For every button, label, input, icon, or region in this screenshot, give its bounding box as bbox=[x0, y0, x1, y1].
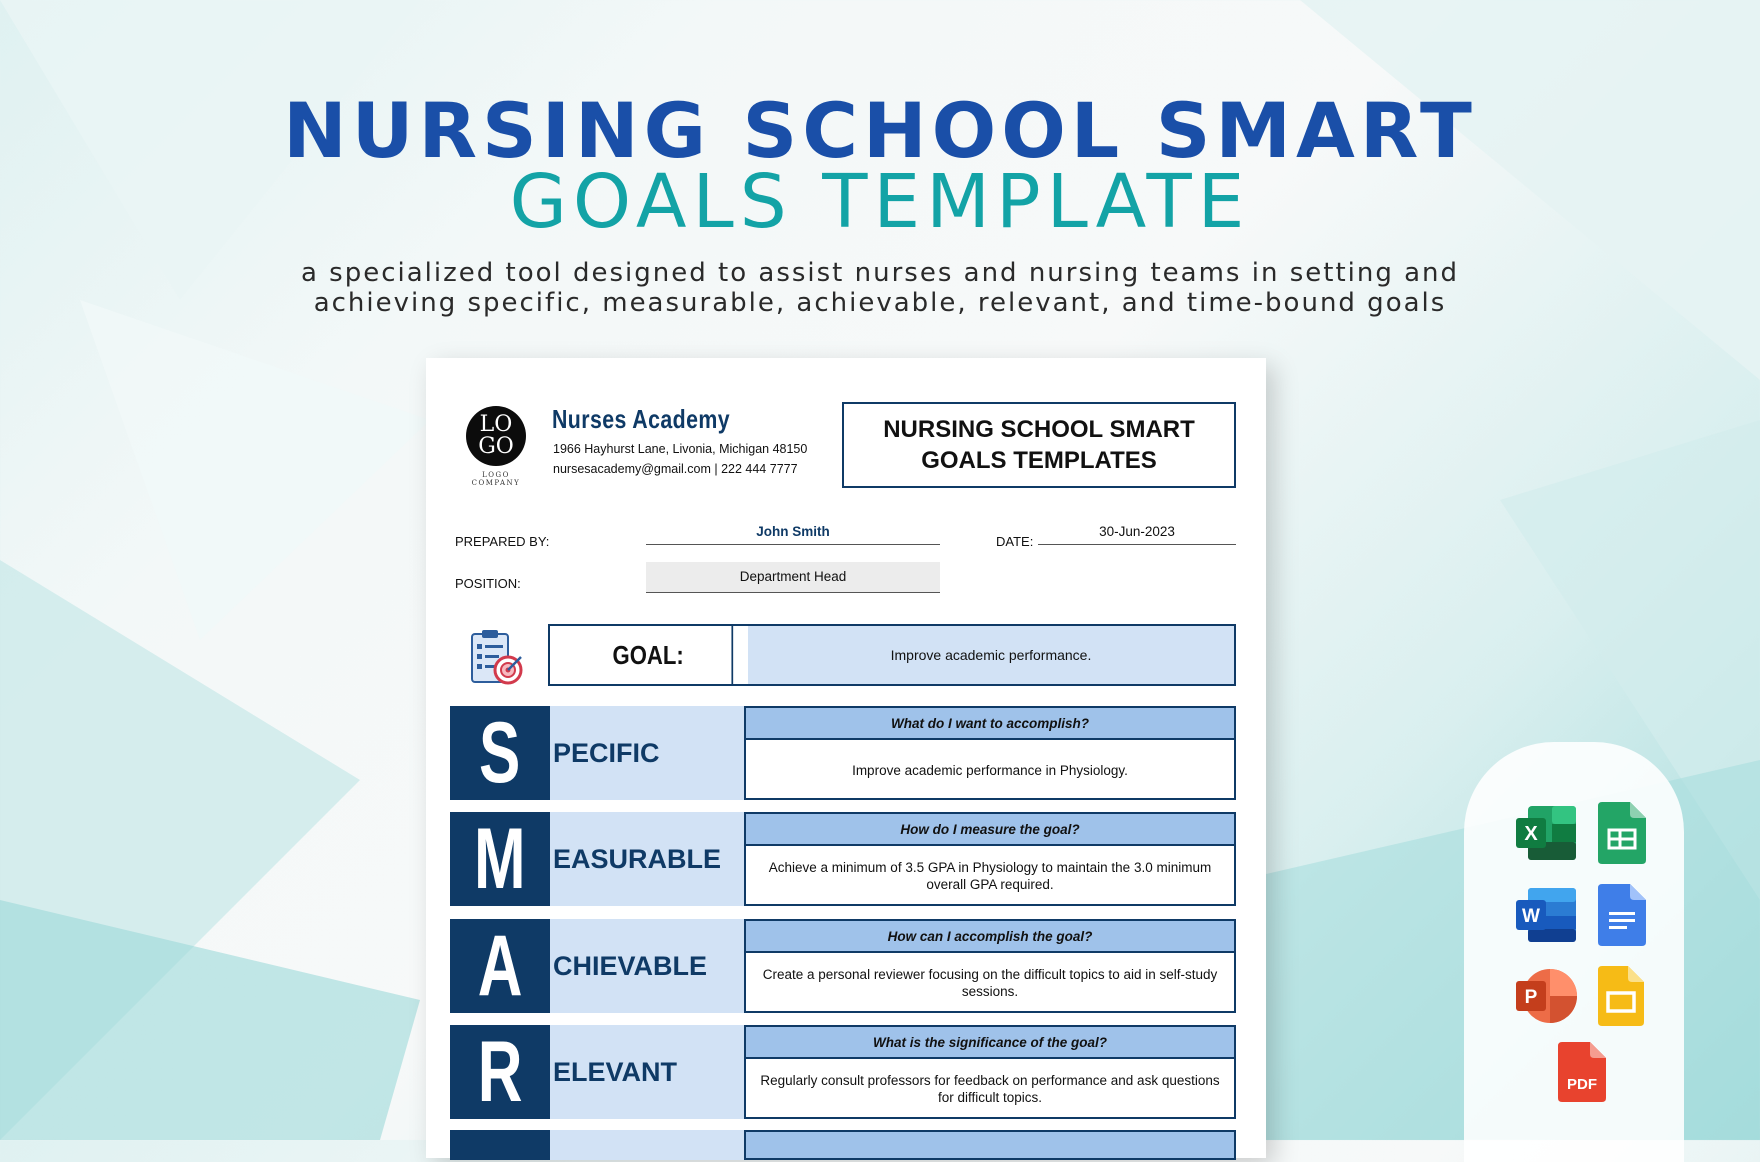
page-subtitle bbox=[0, 258, 1760, 318]
prepared-by-value: John Smith bbox=[646, 524, 940, 545]
logo bbox=[466, 406, 526, 466]
goal-value: Improve academic performance. bbox=[748, 626, 1234, 684]
prepared-by-label: PREPARED BY: bbox=[455, 534, 550, 549]
smart-letter-text: R bbox=[477, 1023, 523, 1120]
smart-letter bbox=[450, 812, 552, 906]
smart-qa bbox=[746, 812, 1236, 906]
smart-qa bbox=[746, 919, 1236, 1013]
smart-row-achievable bbox=[450, 919, 1236, 1013]
smart-letter bbox=[450, 1025, 552, 1119]
organization-address: 1966 Hayhurst Lane, Livonia, Michigan 48150 bbox=[553, 442, 808, 456]
logo-text: GO bbox=[478, 434, 514, 459]
smart-qa bbox=[746, 1025, 1236, 1119]
document-title: GOALS TEMPLATES bbox=[921, 447, 1157, 474]
smart-answer: Regularly consult professors for feedback on performance and ask questions for difficult topics. bbox=[760, 1073, 1220, 1105]
position-label: POSITION: bbox=[455, 576, 521, 591]
smart-row-relevant bbox=[450, 1025, 1236, 1119]
smart-word: CHIEVABLE bbox=[550, 919, 746, 1013]
organization-contact: nursesacademy@gmail.com | 222 444 7777 bbox=[553, 462, 798, 476]
smart-answer: Achieve a minimum of 3.5 GPA in Physiology to maintain the 3.0 minimum overall GPA required. bbox=[768, 860, 1212, 892]
google-slides-icon[interactable] bbox=[1598, 966, 1644, 1026]
page-title: NURSING SCHOOL SMART bbox=[283, 86, 1477, 175]
template-preview-sheet bbox=[426, 358, 1266, 1158]
document-title-box bbox=[842, 402, 1236, 488]
logo-text: LO bbox=[479, 412, 513, 437]
smart-word: EASURABLE bbox=[550, 812, 746, 906]
smart-qa bbox=[746, 1130, 1236, 1160]
smart-question: How do I measure the goal? bbox=[746, 814, 1234, 846]
subtitle-line: a specialized tool designed to assist nurses and nursing teams in setting and bbox=[300, 258, 1460, 288]
smart-answer: Create a personal reviewer focusing on the difficult topics to aid in self-study sessions. bbox=[762, 967, 1218, 999]
smart-row-specific bbox=[450, 706, 1236, 800]
smart-word: ELEVANT bbox=[550, 1025, 746, 1119]
smart-question: How can I accomplish the goal? bbox=[746, 921, 1234, 953]
smart-answer: Improve academic performance in Physiology. bbox=[852, 762, 1128, 778]
excel-icon-letter: X bbox=[1524, 823, 1538, 845]
powerpoint-icon-letter: P bbox=[1524, 987, 1538, 1008]
goal-label: GOAL: bbox=[565, 626, 733, 684]
smart-word bbox=[550, 1130, 746, 1160]
smart-letter bbox=[450, 1130, 552, 1160]
date-value: 30-Jun-2023 bbox=[1038, 524, 1236, 545]
excel-icon[interactable] bbox=[1514, 804, 1578, 862]
smart-letter bbox=[450, 919, 552, 1013]
goal-row bbox=[548, 624, 1236, 686]
clipboard-target-icon bbox=[466, 628, 526, 686]
smart-question: What is the significance of the goal? bbox=[746, 1027, 1234, 1059]
smart-question: What do I want to accomplish? bbox=[746, 708, 1234, 740]
smart-letter-text: M bbox=[474, 810, 526, 907]
smart-row-time-bound bbox=[450, 1130, 1236, 1160]
organization-name: Nurses Academy bbox=[552, 404, 730, 434]
page-title-secondary: GOALS TEMPLATE bbox=[509, 159, 1251, 245]
smart-qa bbox=[746, 706, 1236, 800]
date-label: DATE: bbox=[996, 534, 1034, 549]
pdf-icon[interactable] bbox=[1558, 1042, 1606, 1102]
smart-word: PECIFIC bbox=[550, 706, 746, 800]
smart-letter-text: S bbox=[479, 704, 521, 801]
position-value: Department Head bbox=[646, 562, 940, 593]
google-sheets-icon[interactable] bbox=[1598, 802, 1646, 864]
document-title: NURSING SCHOOL SMART bbox=[883, 416, 1195, 443]
subtitle-line: achieving specific, measurable, achievable, relevant, and time-bound goals bbox=[313, 288, 1447, 318]
word-icon-letter: W bbox=[1522, 906, 1540, 927]
smart-letter-text: A bbox=[477, 917, 523, 1014]
logo-caption: LOGO COMPANY bbox=[471, 471, 521, 487]
powerpoint-icon[interactable] bbox=[1514, 966, 1578, 1026]
google-docs-icon[interactable] bbox=[1598, 884, 1646, 946]
smart-letter bbox=[450, 706, 552, 800]
smart-row-measurable bbox=[450, 812, 1236, 906]
pdf-icon-label: PDF bbox=[1567, 1076, 1597, 1093]
word-icon[interactable] bbox=[1514, 886, 1578, 944]
